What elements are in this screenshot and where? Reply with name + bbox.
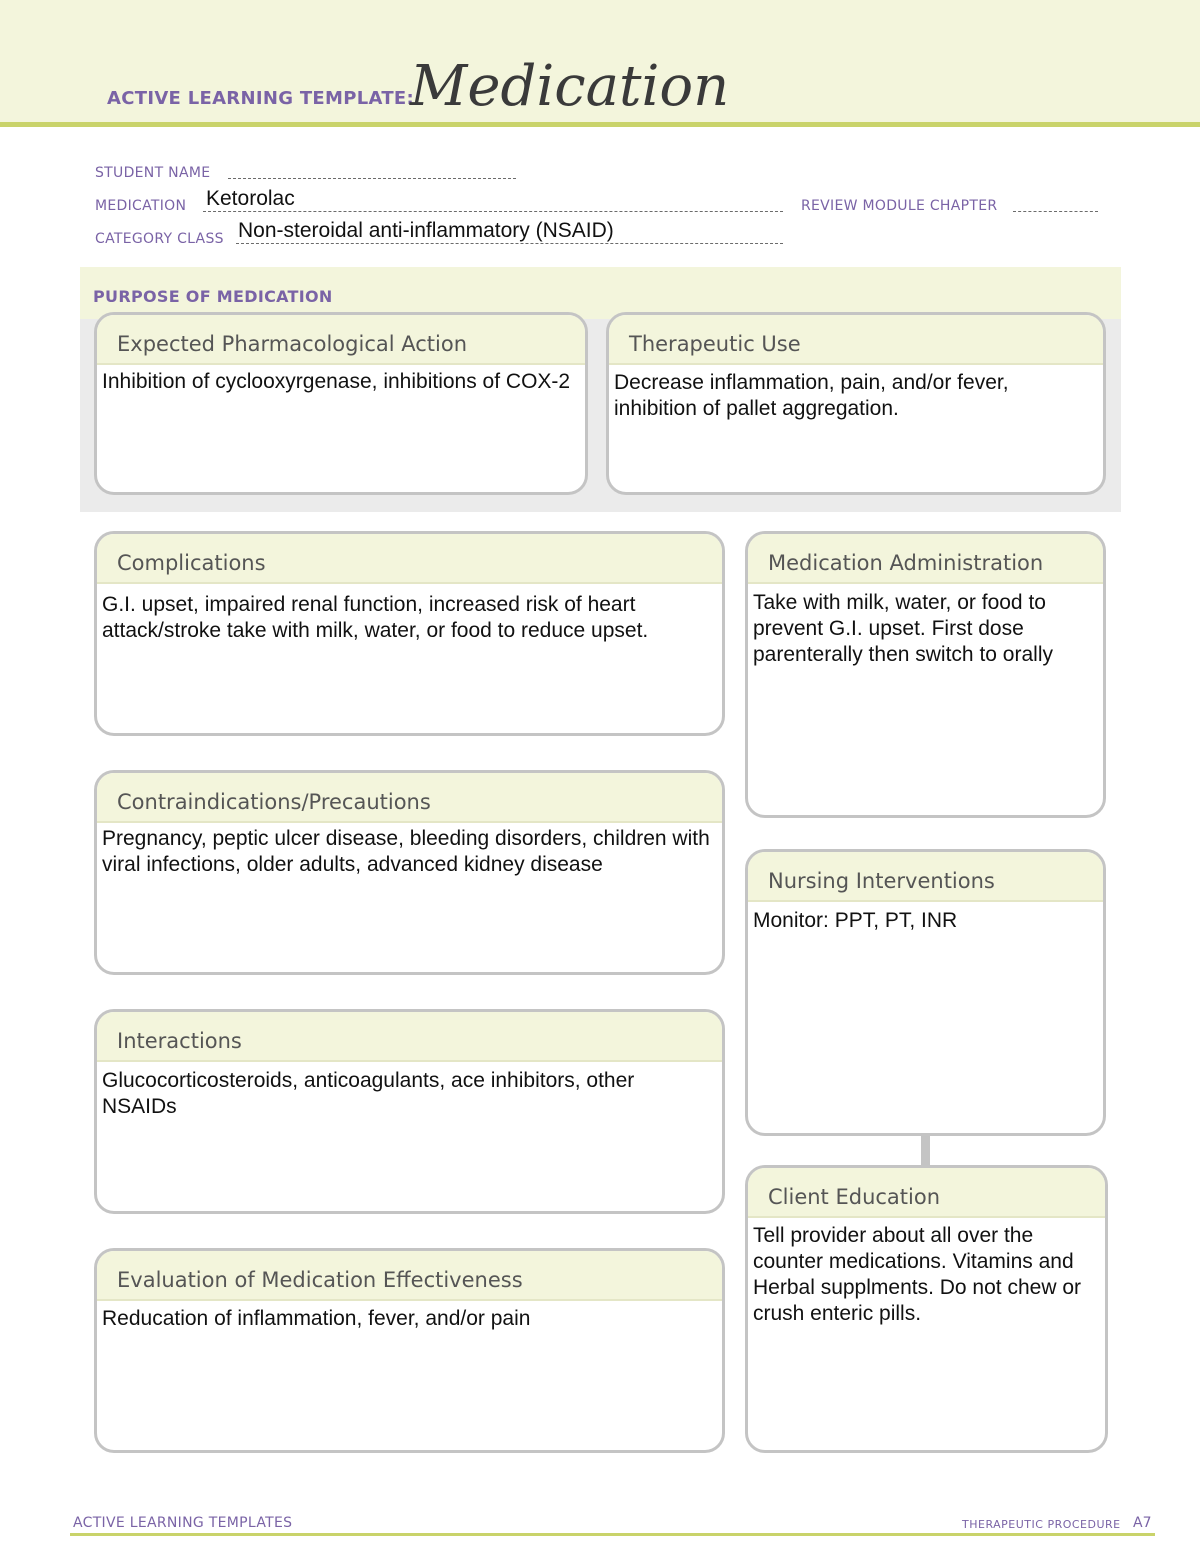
contraindications-heading: Contraindications/Precautions — [97, 773, 722, 823]
nursing-interventions-box — [745, 849, 1106, 1136]
medication-administration-heading: Medication Administration — [748, 534, 1103, 584]
evaluation-heading: Evaluation of Medication Effectiveness — [97, 1251, 722, 1301]
student-name-field[interactable] — [232, 158, 512, 180]
footer-left-label: ACTIVE LEARNING TEMPLATES — [73, 1515, 293, 1531]
category-class-label: CATEGORY CLASS — [95, 231, 224, 247]
footer-right-label: THERAPEUTIC PROCEDURE — [962, 1518, 1121, 1531]
category-class-underline — [236, 243, 783, 244]
contraindications-text[interactable]: Pregnancy, peptic ulcer disease, bleeding disorders, children with viral infections, older adults, advanced kidney disease — [102, 827, 710, 876]
complications-text[interactable]: G.I. upset, impaired renal function, increased risk of heart attack/stroke take with milk, water, or food to reduce upset. — [102, 593, 649, 642]
review-module-label: REVIEW MODULE CHAPTER — [801, 198, 998, 214]
medication-underline — [203, 211, 783, 212]
medication-administration-box — [745, 531, 1106, 818]
evaluation-text[interactable]: Reducation of inflammation, fever, and/or pain — [102, 1307, 531, 1330]
client-education-box — [745, 1165, 1108, 1453]
medication-administration-text[interactable]: Take with milk, water, or food to prevent G.I. upset. First dose parenterally then switch to orally — [753, 591, 1053, 666]
review-module-field[interactable] — [1015, 190, 1095, 212]
purpose-title: PURPOSE OF MEDICATION — [93, 287, 333, 306]
box-connector — [921, 1135, 930, 1167]
medication-label: MEDICATION — [95, 198, 187, 214]
footer-divider — [70, 1533, 1155, 1536]
template-title: Medication — [410, 54, 730, 119]
expected-action-heading: Expected Pharmacological Action — [97, 315, 585, 365]
client-education-text[interactable]: Tell provider about all over the counter medications. Vitamins and Herbal supplments. Do not chew or crush enteric pills. — [753, 1224, 1081, 1325]
footer-page-number: A7 — [1133, 1515, 1152, 1531]
therapeutic-use-heading: Therapeutic Use — [609, 315, 1103, 365]
complications-box — [94, 531, 725, 736]
contraindications-box — [94, 770, 725, 975]
interactions-heading: Interactions — [97, 1012, 722, 1062]
complications-heading: Complications — [97, 534, 722, 584]
expected-action-box — [94, 312, 588, 495]
category-class-field[interactable]: Non-steroidal anti-inflammatory (NSAID) — [238, 219, 614, 242]
client-education-heading: Client Education — [748, 1168, 1105, 1218]
therapeutic-use-text[interactable]: Decrease inflammation, pain, and/or fever, inhibition of pallet aggregation. — [614, 371, 1009, 420]
medication-field[interactable]: Ketorolac — [206, 187, 295, 210]
evaluation-box — [94, 1248, 725, 1453]
template-label: ACTIVE LEARNING TEMPLATE: — [107, 88, 414, 109]
therapeutic-use-box — [606, 312, 1106, 495]
header-divider — [0, 122, 1200, 127]
student-name-label: STUDENT NAME — [95, 165, 211, 181]
expected-action-text[interactable]: Inhibition of cyclooxyrgenase, inhibitions of COX-2 — [102, 370, 571, 393]
interactions-box — [94, 1009, 725, 1214]
nursing-interventions-heading: Nursing Interventions — [748, 852, 1103, 902]
nursing-interventions-text[interactable]: Monitor: PPT, PT, INR — [753, 909, 958, 932]
interactions-text[interactable]: Glucocorticosteroids, anticoagulants, ace inhibitors, other NSAIDs — [102, 1069, 635, 1118]
